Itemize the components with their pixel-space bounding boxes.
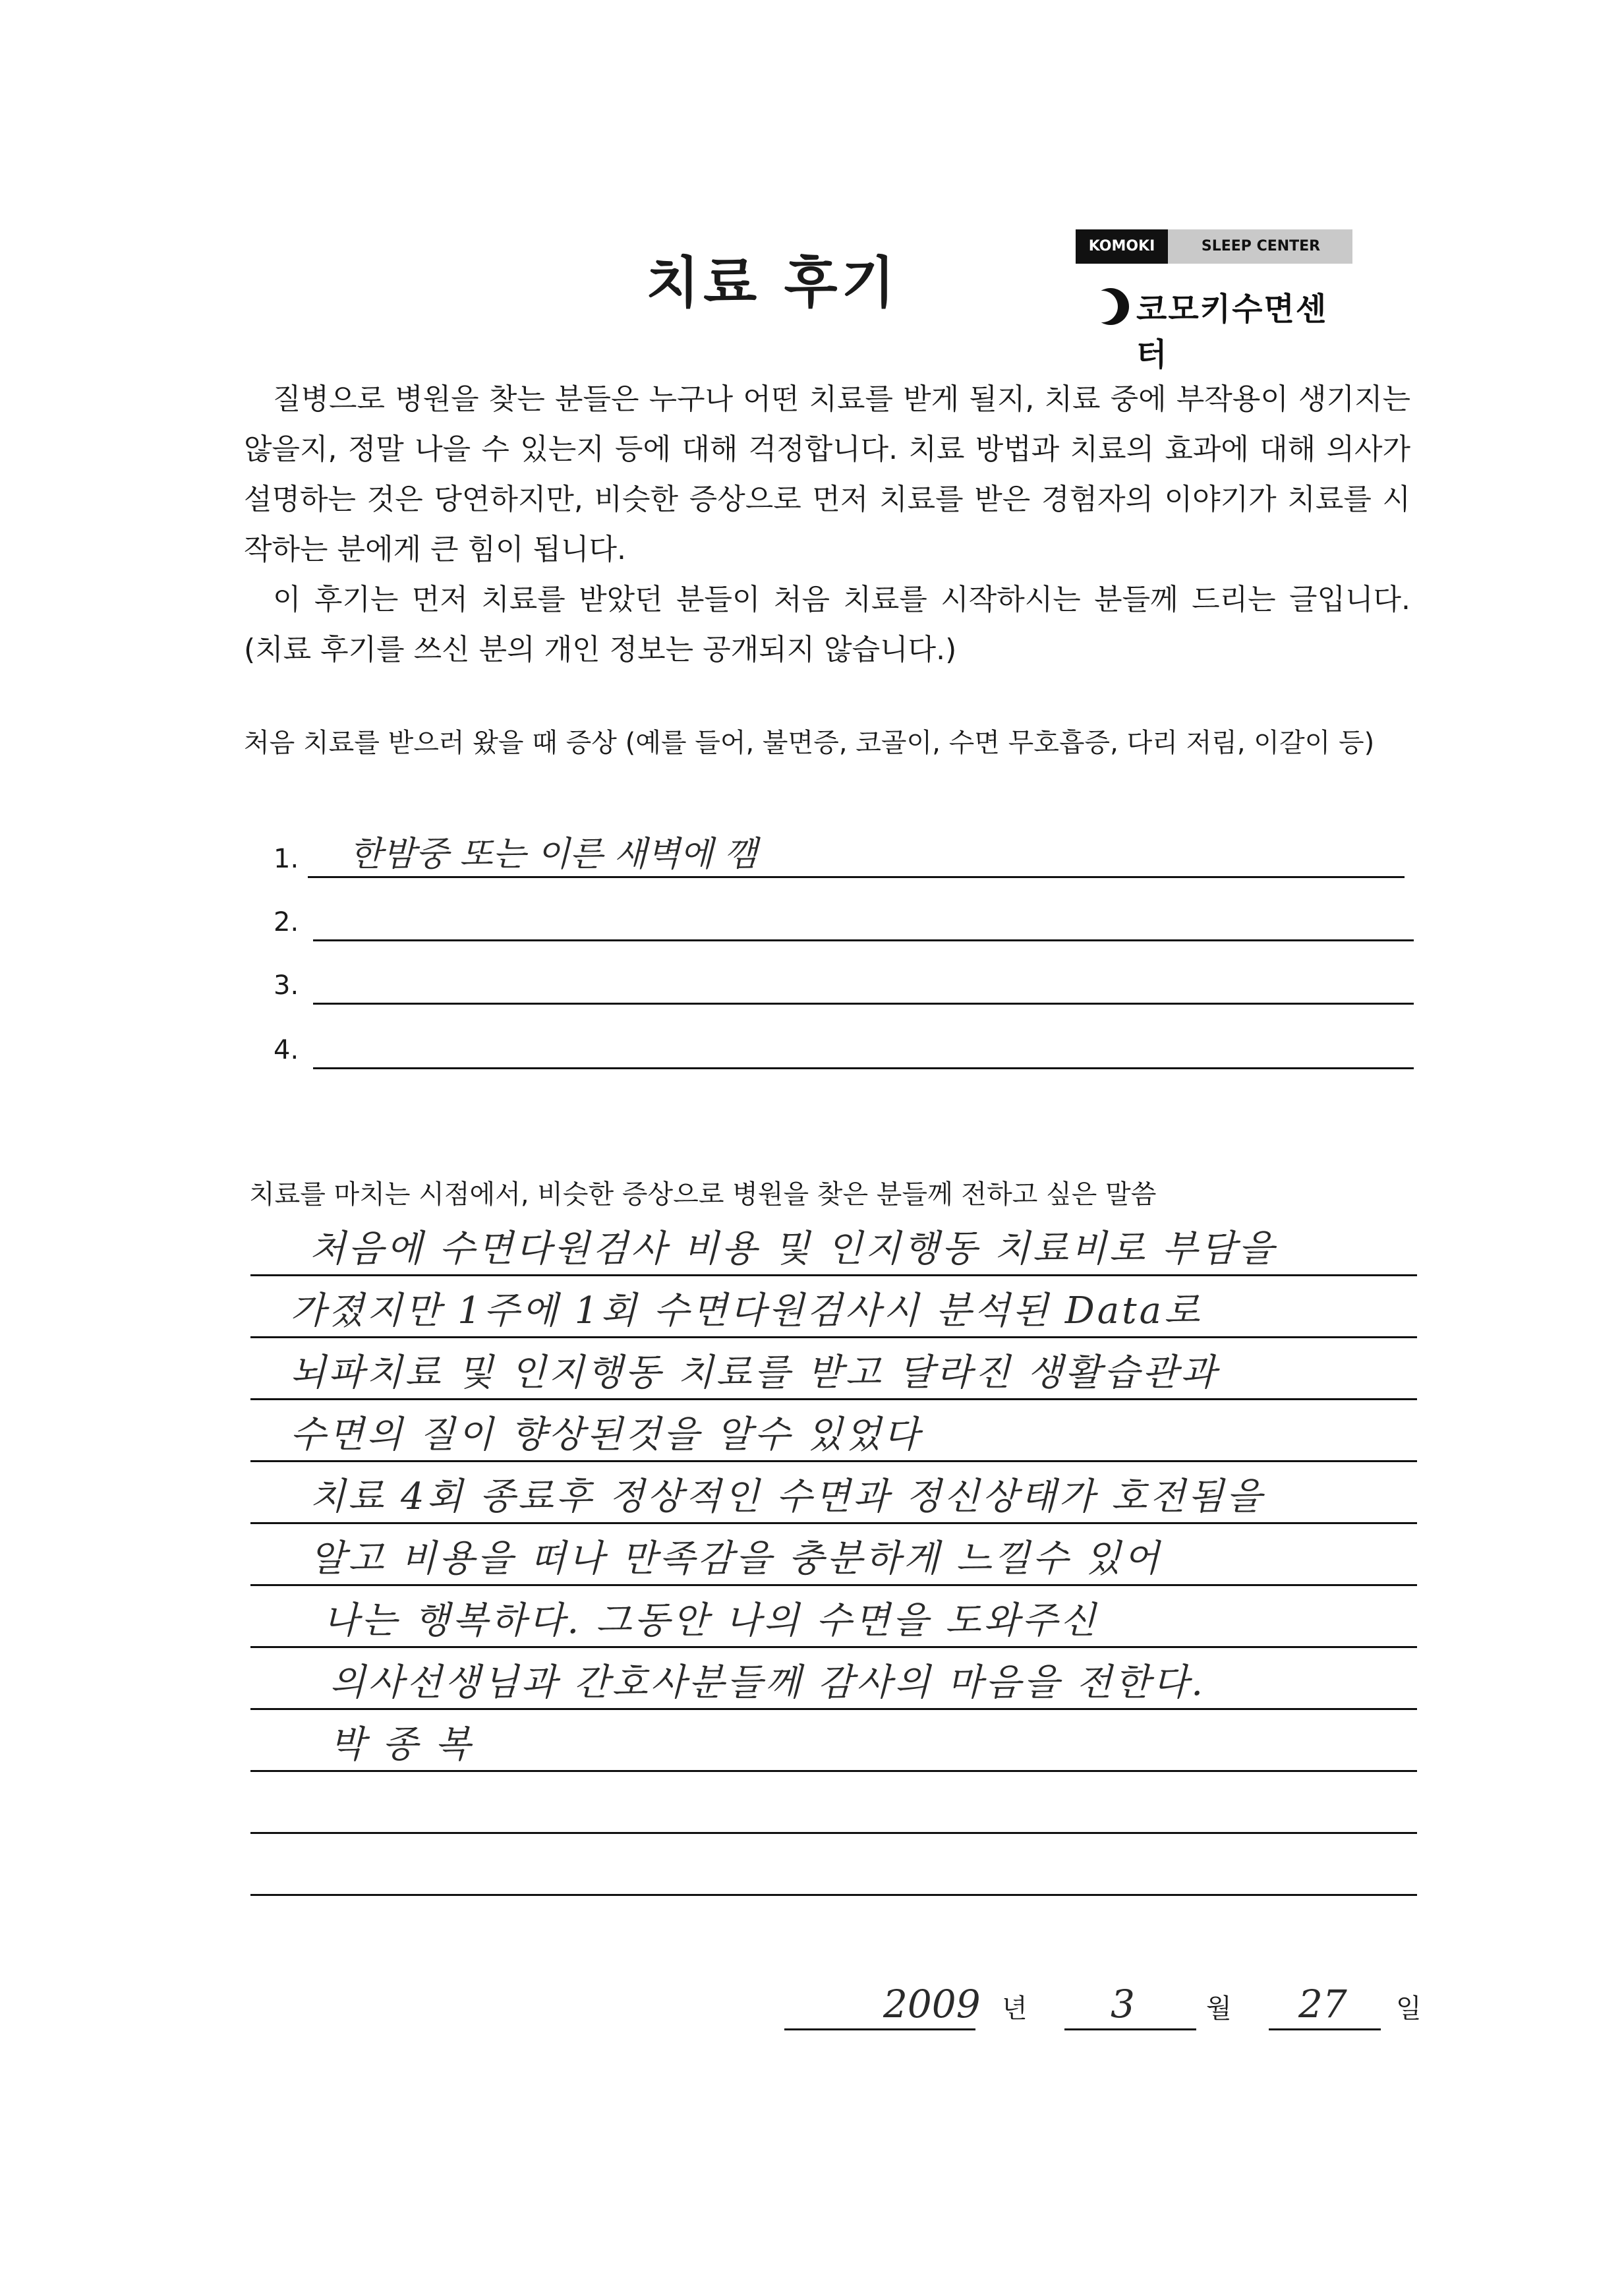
page-title: 치료 후기 (646, 251, 899, 315)
month-label: 월 (1206, 1993, 1232, 2024)
message-handwriting: 알고 비용을 떠나 만족감을 충분하게 느낄수 있어 (310, 1537, 1162, 1580)
intro-text (244, 374, 1410, 675)
message-underline (250, 1646, 1417, 1648)
message-handwriting: 박 종 복 (330, 1723, 473, 1766)
symptom-underline (313, 1003, 1414, 1005)
message-line-4[interactable] (250, 1404, 1417, 1462)
symptoms-prompt: 처음 치료를 받으러 왔을 때 증상 (예를 들어, 불면증, 코골이, 수면 무호흡증, 다리 저림, 이갈이 등) (244, 728, 1375, 758)
moon-icon (1090, 286, 1131, 327)
message-underline (250, 1460, 1417, 1462)
intro-paragraph-1: 질병으로 병원을 찾는 분들은 누구나 어떤 치료를 받게 될지, 치료 중에 부작용이 생기지는 않을지, 정말 나을 수 있는지 등에 대해 걱정합니다. 치료 방법과 치료의 효과에 대해 의사가 설명하는 것은 당연하지만, 비슷한 증상으로 먼저 치료를 받은 경험자의 이야기가 치료를 시작하는 분에게 큰 힘이 됩니다. (244, 382, 1410, 566)
message-line-11[interactable] (250, 1838, 1417, 1896)
year-handwriting[interactable]: 2009 (883, 1982, 981, 2026)
logo-sleep-center-text: SLEEP CENTER (1201, 238, 1321, 254)
message-underline (250, 1584, 1417, 1586)
symptom-line-2[interactable] (274, 895, 1414, 941)
message-line-6[interactable] (250, 1528, 1417, 1586)
logo-banner (1076, 229, 1352, 264)
message-underline (250, 1708, 1417, 1710)
message-underline (250, 1832, 1417, 1834)
message-prompt: 치료를 마치는 시점에서, 비슷한 증상으로 병원을 찾은 분들께 전하고 싶은 말씀 (249, 1179, 1157, 1210)
message-line-2[interactable] (250, 1280, 1417, 1338)
day-underline (1269, 2028, 1381, 2030)
year-label: 년 (1002, 1993, 1028, 2024)
message-handwriting: 의사선생님과 간호사분들께 감사의 마음을 전한다. (330, 1661, 1206, 1704)
month-handwriting[interactable]: 3 (1111, 1982, 1135, 2026)
day-label: 일 (1396, 1993, 1422, 2024)
symptom-handwriting: 한밤중 또는 이른 새벽에 깸 (349, 835, 757, 874)
message-handwriting: 수면의 질이 향상된것을 알수 있었다 (290, 1413, 922, 1456)
date-field (784, 1971, 1430, 2030)
symptom-underline (313, 1067, 1414, 1069)
symptom-underline (313, 939, 1414, 941)
year-underline (784, 2028, 975, 2030)
day-handwriting[interactable]: 27 (1298, 1982, 1347, 2026)
message-underline (250, 1894, 1417, 1896)
symptom-line-4[interactable] (274, 1023, 1414, 1069)
logo-korean-name: 코모키수면센터 (1136, 291, 1328, 373)
logo-komoki-text: KOMOKI (1076, 229, 1168, 264)
symptom-line-3[interactable] (274, 959, 1414, 1005)
message-line-7[interactable] (250, 1590, 1417, 1648)
message-handwriting: 처음에 수면다원검사 비용 및 인지행동 치료비로 부담을 (310, 1227, 1277, 1270)
message-handwriting: 뇌파치료 및 인지행동 치료를 받고 달라진 생활습관과 (290, 1351, 1219, 1394)
message-handwriting: 가졌지만 1주에 1회 수면다원검사시 분석된 Data로 (290, 1289, 1203, 1332)
symptom-number: 1. (274, 844, 299, 874)
message-line-5[interactable] (250, 1466, 1417, 1524)
message-underline (250, 1274, 1417, 1276)
message-line-8[interactable] (250, 1652, 1417, 1710)
intro-paragraph-2: 이 후기는 먼저 치료를 받았던 분들이 처음 치료를 시작하시는 분들께 드리는 글입니다. (치료 후기를 쓰신 분의 개인 정보는 공개되지 않습니다.) (244, 583, 1410, 666)
message-line-3[interactable] (250, 1342, 1417, 1400)
symptom-underline (308, 876, 1405, 878)
message-line-9[interactable] (250, 1714, 1417, 1772)
message-underline (250, 1522, 1417, 1524)
message-underline (250, 1398, 1417, 1400)
message-line-10[interactable] (250, 1776, 1417, 1834)
message-line-1[interactable] (250, 1218, 1417, 1276)
symptom-line-1[interactable] (274, 832, 1414, 878)
message-underline (250, 1770, 1417, 1772)
message-handwriting: 나는 행복하다. 그동안 나의 수면을 도와주신 (323, 1599, 1099, 1642)
message-underline (250, 1336, 1417, 1338)
month-underline (1064, 2028, 1196, 2030)
symptom-number: 3. (274, 970, 299, 1001)
message-handwriting: 치료 4회 종료후 정상적인 수면과 정신상태가 호전됨을 (310, 1475, 1265, 1518)
symptom-number: 2. (274, 907, 299, 937)
komoki-logo (1076, 229, 1352, 373)
symptom-number: 4. (274, 1035, 299, 1065)
